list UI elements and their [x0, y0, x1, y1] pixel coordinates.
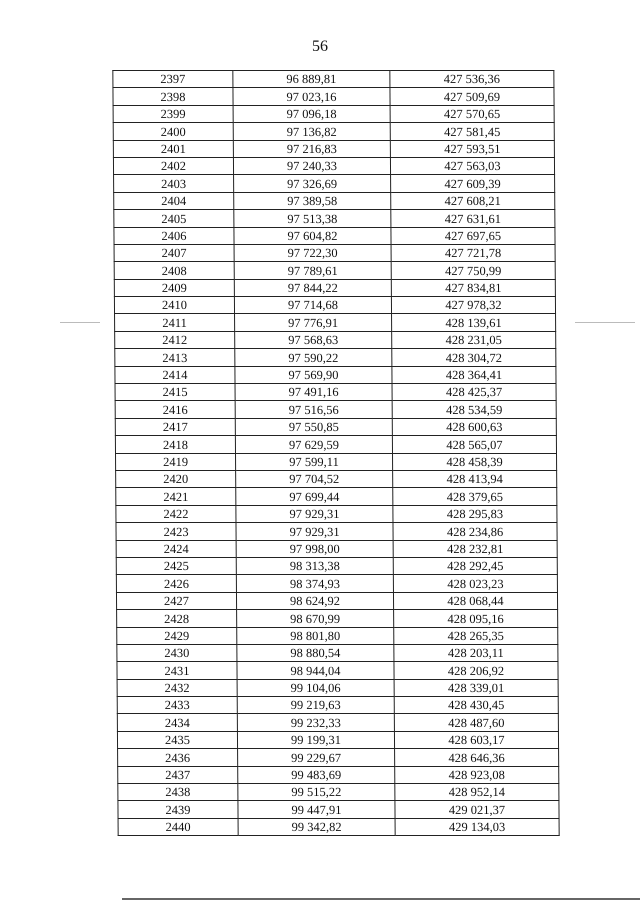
y-coordinate-cell: 427 834,81 — [391, 279, 555, 296]
x-coordinate-cell: 97 096,18 — [233, 105, 390, 122]
point-number-cell: 2422 — [116, 505, 236, 522]
y-coordinate-cell: 428 646,36 — [395, 749, 559, 766]
y-coordinate-cell: 428 339,01 — [394, 679, 558, 696]
table-row — [113, 157, 554, 174]
x-coordinate-cell: 98 670,99 — [237, 610, 394, 627]
x-coordinate-cell: 98 880,54 — [237, 644, 394, 661]
point-number-cell: 2425 — [116, 557, 236, 574]
x-coordinate-cell: 97 789,61 — [234, 262, 391, 279]
point-number-cell: 2411 — [115, 314, 235, 331]
point-number-cell: 2431 — [117, 662, 237, 679]
y-coordinate-cell: 428 023,23 — [393, 575, 557, 592]
y-coordinate-cell: 427 581,45 — [390, 123, 554, 140]
table-row — [118, 766, 559, 783]
x-coordinate-cell: 97 714,68 — [234, 297, 391, 314]
table-row — [116, 470, 557, 487]
point-number-cell: 2410 — [114, 297, 234, 314]
y-coordinate-cell: 428 295,83 — [393, 505, 557, 522]
y-coordinate-cell: 428 292,45 — [393, 557, 557, 574]
x-coordinate-cell: 97 389,58 — [234, 192, 391, 209]
point-number-cell: 2437 — [118, 766, 238, 783]
y-coordinate-cell: 428 232,81 — [393, 540, 557, 557]
point-number-cell: 2438 — [118, 784, 238, 801]
scan-artifact — [575, 322, 635, 323]
x-coordinate-cell: 97 550,85 — [235, 418, 392, 435]
point-number-cell: 2397 — [113, 71, 233, 88]
y-coordinate-cell: 427 593,51 — [390, 140, 554, 157]
point-number-cell: 2404 — [114, 192, 234, 209]
y-coordinate-cell: 427 609,39 — [391, 175, 555, 192]
table-row — [115, 401, 556, 418]
point-number-cell: 2426 — [116, 575, 236, 592]
page-number: 56 — [312, 38, 328, 55]
point-number-cell: 2416 — [115, 401, 235, 418]
table-row — [116, 592, 557, 609]
table-row — [115, 314, 556, 331]
point-number-cell: 2433 — [117, 697, 237, 714]
table-row — [115, 349, 556, 366]
y-coordinate-cell: 427 563,03 — [390, 157, 554, 174]
x-coordinate-cell: 97 844,22 — [234, 279, 391, 296]
point-number-cell: 2428 — [117, 610, 237, 627]
table-row — [114, 175, 555, 192]
y-coordinate-cell: 427 570,65 — [390, 105, 554, 122]
x-coordinate-cell: 97 722,30 — [234, 244, 391, 261]
point-number-cell: 2419 — [116, 453, 236, 470]
table-row — [113, 140, 554, 157]
point-number-cell: 2420 — [116, 470, 236, 487]
x-coordinate-cell: 97 699,44 — [236, 488, 393, 505]
y-coordinate-cell: 428 603,17 — [394, 731, 558, 748]
table-row — [118, 818, 559, 835]
table-row — [117, 731, 558, 748]
x-coordinate-cell: 99 229,67 — [238, 749, 395, 766]
coordinates-table — [112, 70, 559, 836]
x-coordinate-cell: 99 447,91 — [238, 801, 395, 818]
table-row — [113, 123, 554, 140]
x-coordinate-cell: 99 219,63 — [237, 697, 394, 714]
point-number-cell: 2405 — [114, 210, 234, 227]
table-row — [116, 540, 557, 557]
table-row — [114, 279, 555, 296]
x-coordinate-cell: 97 326,69 — [234, 175, 391, 192]
x-coordinate-cell: 97 136,82 — [233, 123, 390, 140]
x-coordinate-cell: 97 604,82 — [234, 227, 391, 244]
y-coordinate-cell: 428 430,45 — [394, 697, 558, 714]
point-number-cell: 2402 — [113, 157, 233, 174]
y-coordinate-cell: 428 364,41 — [392, 366, 556, 383]
table-row — [116, 523, 557, 540]
point-number-cell: 2424 — [116, 540, 236, 557]
x-coordinate-cell: 98 624,92 — [236, 592, 393, 609]
y-coordinate-cell: 428 379,65 — [393, 488, 557, 505]
table-row — [117, 714, 558, 731]
point-number-cell: 2423 — [116, 523, 236, 540]
y-coordinate-cell: 428 413,94 — [393, 470, 557, 487]
x-coordinate-cell: 97 929,31 — [236, 505, 393, 522]
y-coordinate-cell: 428 304,72 — [392, 349, 556, 366]
table-row — [115, 384, 556, 401]
y-coordinate-cell: 427 631,61 — [391, 210, 555, 227]
x-coordinate-cell: 97 516,56 — [235, 401, 392, 418]
x-coordinate-cell: 99 199,31 — [237, 731, 394, 748]
table-row — [117, 697, 558, 714]
x-coordinate-cell: 98 374,93 — [236, 575, 393, 592]
page-bottom-rule — [122, 898, 640, 900]
point-number-cell: 2401 — [113, 140, 233, 157]
x-coordinate-cell: 99 483,69 — [238, 766, 395, 783]
table-row — [115, 331, 556, 348]
y-coordinate-cell: 428 534,59 — [392, 401, 556, 418]
table-row — [113, 71, 554, 88]
y-coordinate-cell: 428 458,39 — [393, 453, 557, 470]
x-coordinate-cell: 97 590,22 — [235, 349, 392, 366]
table-row — [118, 749, 559, 766]
table-row — [117, 610, 558, 627]
y-coordinate-cell: 427 721,78 — [391, 244, 555, 261]
y-coordinate-cell: 427 536,36 — [390, 71, 554, 88]
point-number-cell: 2407 — [114, 244, 234, 261]
point-number-cell: 2418 — [115, 436, 235, 453]
x-coordinate-cell: 97 704,52 — [236, 470, 393, 487]
point-number-cell: 2432 — [117, 679, 237, 696]
y-coordinate-cell: 427 608,21 — [391, 192, 555, 209]
point-number-cell: 2417 — [115, 418, 235, 435]
table-row — [114, 262, 555, 279]
x-coordinate-cell: 97 513,38 — [234, 210, 391, 227]
x-coordinate-cell: 97 569,90 — [235, 366, 392, 383]
y-coordinate-cell: 428 565,07 — [392, 436, 556, 453]
table-row — [117, 679, 558, 696]
table-row — [114, 244, 555, 261]
point-number-cell: 2439 — [118, 801, 238, 818]
y-coordinate-cell: 428 952,14 — [395, 784, 559, 801]
x-coordinate-cell: 97 629,59 — [235, 436, 392, 453]
point-number-cell: 2406 — [114, 227, 234, 244]
x-coordinate-cell: 97 776,91 — [235, 314, 392, 331]
table-row — [116, 505, 557, 522]
y-coordinate-cell: 428 068,44 — [393, 592, 557, 609]
y-coordinate-cell: 428 231,05 — [392, 331, 556, 348]
point-number-cell: 2414 — [115, 366, 235, 383]
x-coordinate-cell: 97 491,16 — [235, 384, 392, 401]
table-row — [116, 557, 557, 574]
table-row — [117, 627, 558, 644]
table-row — [114, 297, 555, 314]
table-row — [116, 453, 557, 470]
y-coordinate-cell: 427 750,99 — [391, 262, 555, 279]
x-coordinate-cell: 98 313,38 — [236, 557, 393, 574]
x-coordinate-cell: 97 023,16 — [233, 88, 390, 105]
y-coordinate-cell: 429 134,03 — [395, 818, 559, 835]
x-coordinate-cell: 97 929,31 — [236, 523, 393, 540]
x-coordinate-cell: 97 599,11 — [236, 453, 393, 470]
table-row — [116, 575, 557, 592]
y-coordinate-cell: 428 203,11 — [394, 644, 558, 661]
table-row — [113, 105, 554, 122]
point-number-cell: 2440 — [118, 818, 238, 835]
x-coordinate-cell: 98 944,04 — [237, 662, 394, 679]
point-number-cell: 2412 — [115, 331, 235, 348]
point-number-cell: 2403 — [114, 175, 234, 192]
y-coordinate-cell: 428 487,60 — [394, 714, 558, 731]
point-number-cell: 2399 — [113, 105, 233, 122]
table-row — [118, 784, 559, 801]
coordinates-table-body — [113, 71, 559, 836]
x-coordinate-cell: 97 568,63 — [235, 331, 392, 348]
point-number-cell: 2415 — [115, 384, 235, 401]
y-coordinate-cell: 427 978,32 — [391, 297, 555, 314]
point-number-cell: 2409 — [114, 279, 234, 296]
point-number-cell: 2400 — [113, 123, 233, 140]
x-coordinate-cell: 97 998,00 — [236, 540, 393, 557]
x-coordinate-cell: 97 216,83 — [233, 140, 390, 157]
table-row — [113, 88, 554, 105]
table-row — [115, 366, 556, 383]
y-coordinate-cell: 429 021,37 — [395, 801, 559, 818]
x-coordinate-cell: 97 240,33 — [233, 157, 390, 174]
x-coordinate-cell: 96 889,81 — [233, 71, 390, 88]
point-number-cell: 2413 — [115, 349, 235, 366]
y-coordinate-cell: 428 095,16 — [394, 610, 558, 627]
y-coordinate-cell: 428 234,86 — [393, 523, 557, 540]
table-row — [114, 227, 555, 244]
scan-artifact — [60, 322, 100, 323]
point-number-cell: 2427 — [116, 592, 236, 609]
point-number-cell: 2434 — [117, 714, 237, 731]
table-row — [116, 488, 557, 505]
x-coordinate-cell: 98 801,80 — [237, 627, 394, 644]
table-row — [115, 436, 556, 453]
x-coordinate-cell: 99 104,06 — [237, 679, 394, 696]
y-coordinate-cell: 428 139,61 — [392, 314, 556, 331]
y-coordinate-cell: 428 923,08 — [395, 766, 559, 783]
table-row — [114, 210, 555, 227]
table-row — [118, 801, 559, 818]
point-number-cell: 2421 — [116, 488, 236, 505]
point-number-cell: 2398 — [113, 88, 233, 105]
table-row — [115, 418, 556, 435]
point-number-cell: 2435 — [117, 731, 237, 748]
point-number-cell: 2436 — [118, 749, 238, 766]
y-coordinate-cell: 428 206,92 — [394, 662, 558, 679]
point-number-cell: 2430 — [117, 644, 237, 661]
x-coordinate-cell: 99 515,22 — [238, 784, 395, 801]
point-number-cell: 2429 — [117, 627, 237, 644]
y-coordinate-cell: 428 425,37 — [392, 384, 556, 401]
x-coordinate-cell: 99 342,82 — [238, 818, 395, 835]
x-coordinate-cell: 99 232,33 — [237, 714, 394, 731]
y-coordinate-cell: 428 265,35 — [394, 627, 558, 644]
table-row — [114, 192, 555, 209]
y-coordinate-cell: 428 600,63 — [392, 418, 556, 435]
y-coordinate-cell: 427 509,69 — [390, 88, 554, 105]
y-coordinate-cell: 427 697,65 — [391, 227, 555, 244]
table-row — [117, 662, 558, 679]
table-row — [117, 644, 558, 661]
point-number-cell: 2408 — [114, 262, 234, 279]
